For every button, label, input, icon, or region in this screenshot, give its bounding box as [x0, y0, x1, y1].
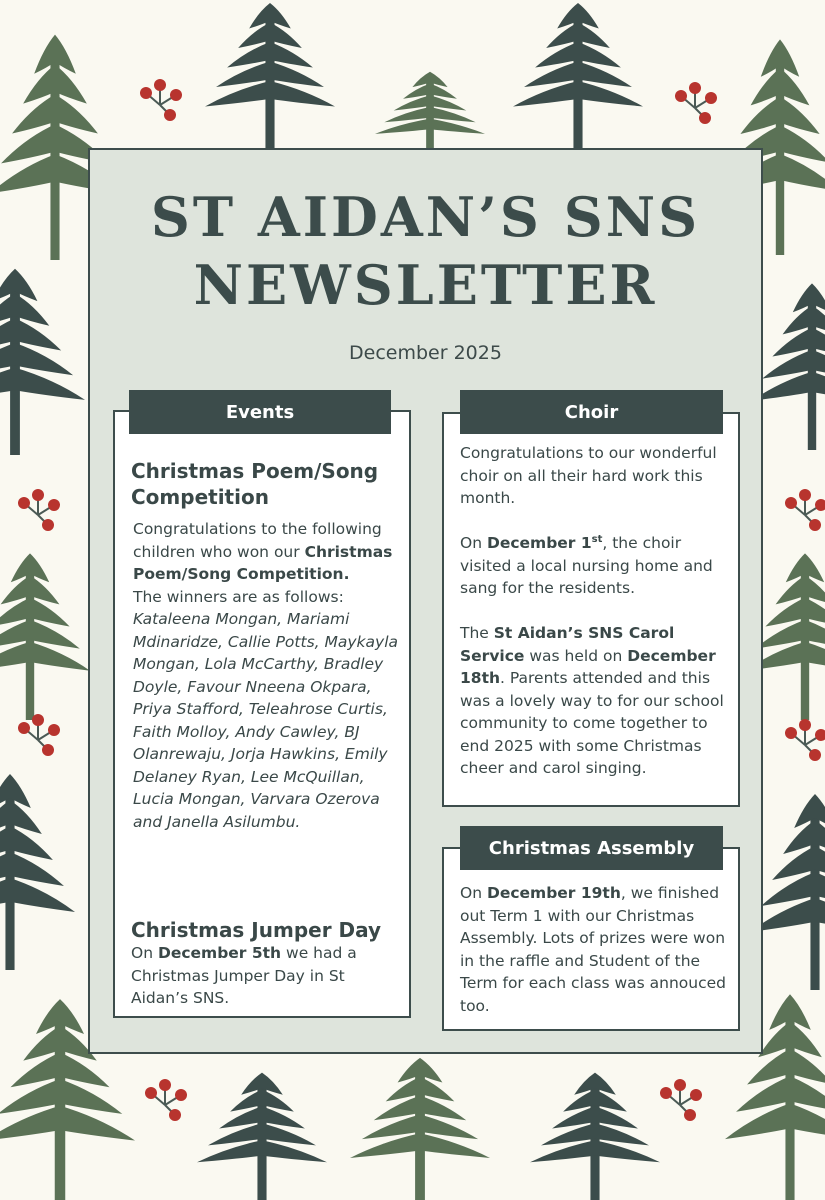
choir-p2-date: December 1 — [486, 534, 592, 552]
winners-intro: The winners are as follows: — [133, 587, 344, 606]
jumper-on: On — [131, 944, 154, 962]
poem-competition-name: Christmas Poem/Song Competition. — [133, 542, 393, 583]
choir-p3-text: . Parents attended and this was a lovely way to for our school community to come together to end 2025 with some Christmas cheer and carol singing. — [460, 669, 724, 777]
pine-tree-icon — [375, 72, 485, 160]
newsletter-title-line1: ST AIDAN’S SNS — [150, 185, 701, 249]
newsletter-date: December 2025 — [349, 342, 502, 364]
carol-service-date: December 18th — [460, 646, 716, 687]
poem-competition-text — [133, 518, 405, 833]
choir-header: Choir — [460, 390, 723, 434]
holly-berries-icon — [675, 82, 717, 124]
pine-tree-icon — [197, 1073, 327, 1200]
newsletter-panel — [88, 148, 763, 1054]
events-header: Events — [129, 390, 391, 434]
assembly-date: December 19th — [486, 884, 621, 902]
choir-text — [460, 442, 730, 780]
holly-berries-icon — [18, 714, 60, 756]
holly-berries-icon — [18, 489, 60, 531]
holly-berries-icon — [660, 1079, 702, 1121]
winners-list: Kataleena Mongan, Mariami Mdinaridze, Callie Potts, Maykayla Mongan, Lola McCarthy, Bradley Doyle, Favour Nneena Okpara, Priya Stafford, Teleahrose Curtis, Faith Molloy, Andy Cawley, BJ Olanrewaju, Jorja Hawkins, Emily Delaney Ryan, Lee McQuillan, Lucia Mongan, Varvara Ozerova and Janella Asilumbu. — [133, 610, 398, 831]
pine-tree-icon — [530, 1073, 660, 1200]
holly-berries-icon — [145, 1079, 187, 1121]
pine-tree-icon — [0, 774, 75, 970]
holly-berries-icon — [785, 489, 825, 531]
assembly-body: , we finished out Term 1 with our Christmas Assembly. Lots of prizes were won in the raffle and Student of the Term for each class was annouced too. — [460, 884, 726, 1015]
choir-p3-the: The — [460, 624, 489, 642]
pine-tree-icon — [350, 1058, 490, 1200]
assembly-text — [460, 882, 730, 1017]
assembly-section — [442, 847, 740, 1031]
poem-competition-heading: Christmas Poem/Song Competition — [131, 459, 379, 509]
choir-p2-sup: st — [591, 533, 603, 545]
jumper-day-text — [131, 942, 403, 1010]
holly-berries-icon — [140, 79, 182, 121]
holly-berries-icon — [785, 719, 825, 761]
choir-p2-on: On — [460, 534, 483, 552]
carol-service-name: St Aidan’s SNS Carol Service — [460, 624, 675, 665]
assembly-header: Christmas Assembly — [460, 826, 723, 870]
newsletter-title-line2: NEWSLETTER — [193, 253, 658, 317]
pine-tree-icon — [205, 3, 335, 150]
assembly-on: On — [460, 884, 483, 902]
events-section — [113, 410, 411, 1018]
choir-p3-held: was held on — [529, 646, 623, 665]
jumper-day-heading: Christmas Jumper Day — [131, 918, 382, 942]
pine-tree-icon — [513, 3, 643, 150]
choir-p2-text: , the choir visited a local nursing home and sang for the residents. — [460, 534, 713, 597]
jumper-text: we had a Christmas Jumper Day in St Aidan’s SNS. — [131, 944, 357, 1007]
pine-tree-icon — [0, 553, 90, 720]
poem-intro: Congratulations to the following children who won our — [133, 520, 382, 561]
pine-tree-icon — [0, 269, 85, 455]
choir-paragraph-1: Congratulations to our wonderful choir on all their hard work this month. — [460, 444, 717, 507]
jumper-date: December 5th — [157, 944, 282, 962]
choir-section — [442, 412, 740, 807]
